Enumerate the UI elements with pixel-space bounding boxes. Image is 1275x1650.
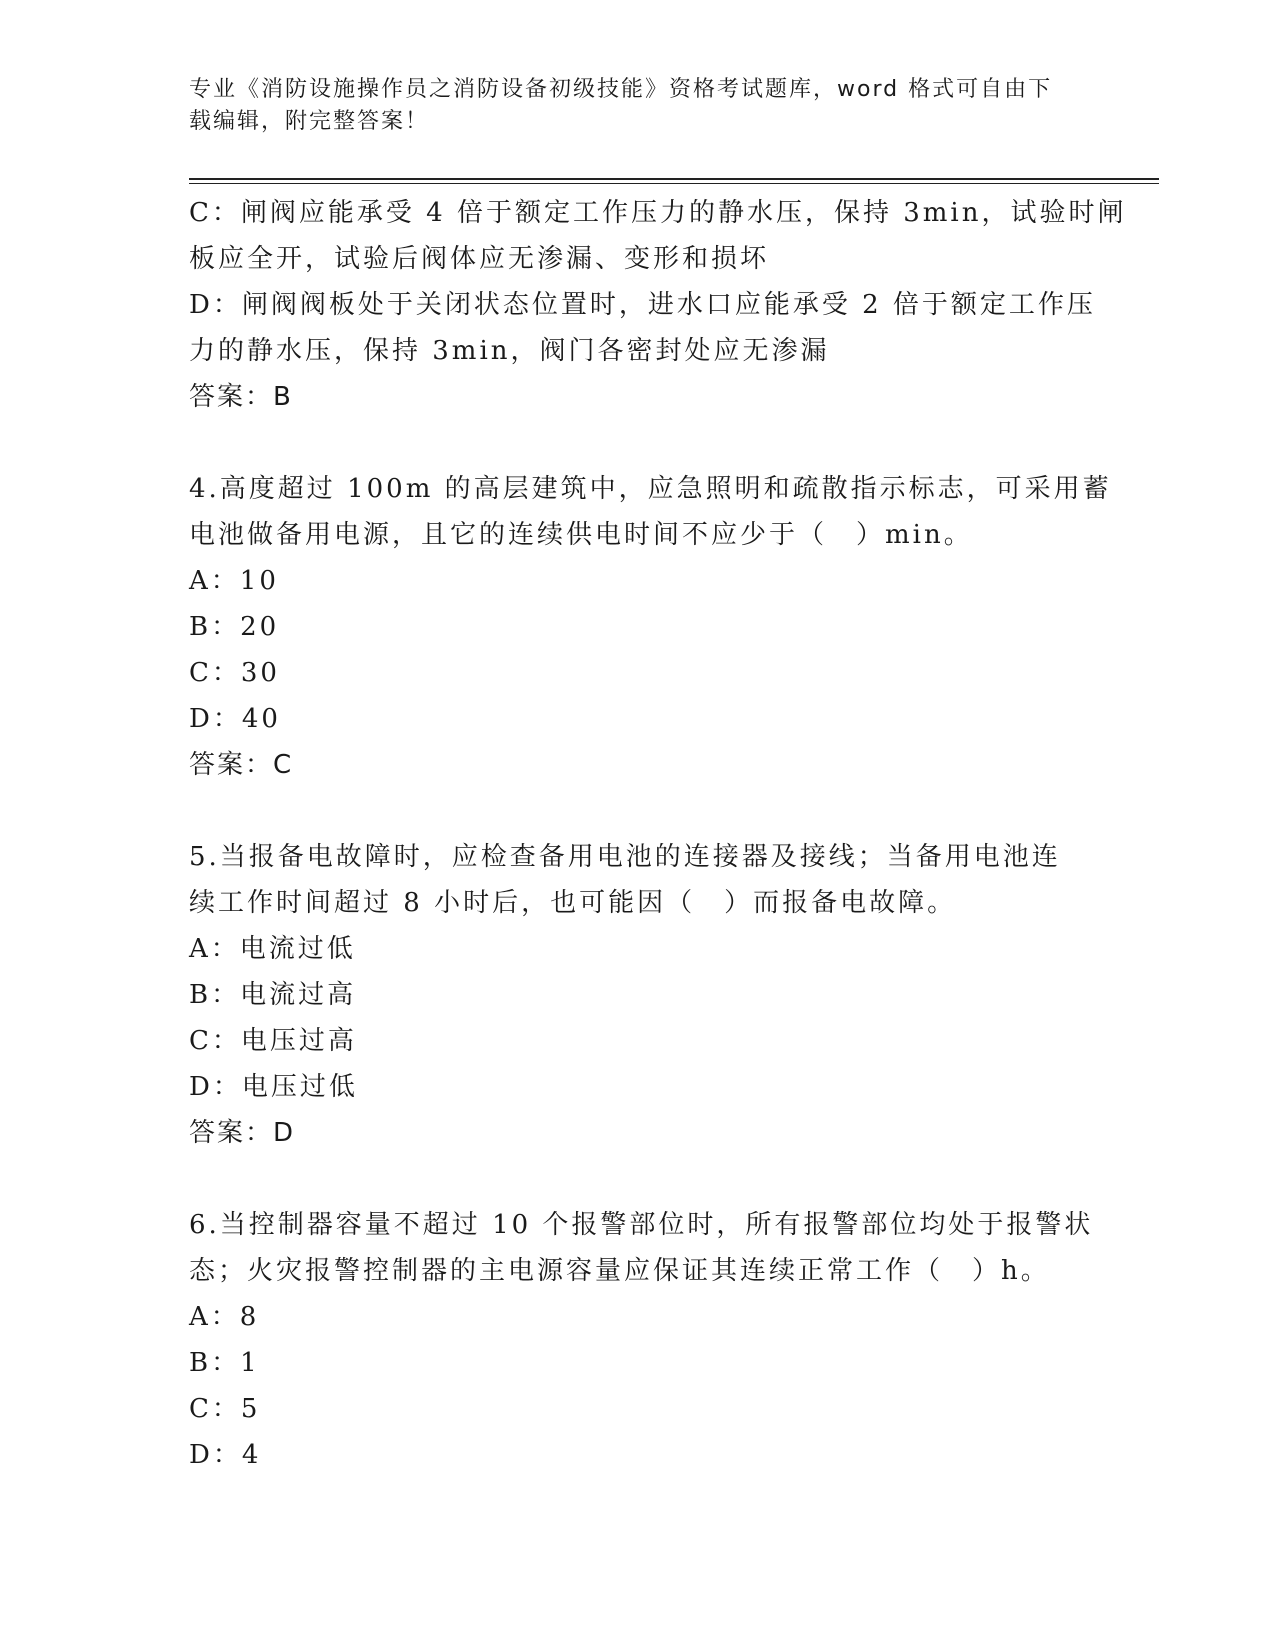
header-divider-thin xyxy=(189,183,1159,184)
q4-stem-line-1: 4.高度超过 100m 的高层建筑中，应急照明和疏散指示标志，可采用蓄 xyxy=(189,474,1112,504)
question-content xyxy=(189,190,1127,1478)
q3-option-d-line-2: 力的静水压，保持 3min，阀门各密封处应无渗漏 xyxy=(189,336,830,366)
question-5 xyxy=(189,834,1089,1156)
q5-answer: 答案：D xyxy=(189,1118,296,1148)
q4-answer: 答案：C xyxy=(189,750,294,780)
header-line-2: 载编辑，附完整答案！ xyxy=(189,109,430,134)
q3-option-d-line-1: D：闸阀阀板处于关闭状态位置时，进水口应能承受 2 倍于额定工作压 xyxy=(189,290,1096,320)
q6-option-b: B：1 xyxy=(189,1348,260,1378)
spacer xyxy=(189,788,1089,834)
q4-option-b: B：20 xyxy=(189,612,280,642)
q5-stem-line-1: 5.当报备电故障时，应检查备用电池的连接器及接线；当备用电池连 xyxy=(189,842,1061,872)
question-4 xyxy=(189,466,1112,788)
q3-option-c-line-1: C：闸阀应能承受 4 倍于额定工作压力的静水压，保持 3min，试验时闸 xyxy=(189,198,1127,228)
q5-option-a: A：电流过低 xyxy=(189,934,356,964)
q6-option-a: A：8 xyxy=(189,1302,260,1332)
q4-option-d: D：40 xyxy=(189,704,281,734)
q5-option-c: C：电压过高 xyxy=(189,1026,357,1056)
header-line-1: 专业《消防设施操作员之消防设备初级技能》资格考试题库，word 格式可自由下 xyxy=(189,77,1053,102)
question-6 xyxy=(189,1202,1094,1478)
q4-option-a: A：10 xyxy=(189,566,279,596)
q6-stem-line-1: 6.当控制器容量不超过 10 个报警部位时，所有报警部位均处于报警状 xyxy=(189,1210,1094,1240)
q6-stem-line-2: 态；火灾报警控制器的主电源容量应保证其连续正常工作（ ）h。 xyxy=(189,1256,1050,1286)
q3-answer: 答案：B xyxy=(189,382,293,412)
q4-option-c: C：30 xyxy=(189,658,280,688)
q6-option-c: C：5 xyxy=(189,1394,261,1424)
header-divider-thick xyxy=(189,178,1159,180)
q5-stem-line-2: 续工作时间超过 8 小时后，也可能因（ ）而报备电故障。 xyxy=(189,888,957,918)
question-3 xyxy=(189,190,1127,420)
spacer xyxy=(189,420,1089,466)
q3-option-c-line-2: 板应全开，试验后阀体应无渗漏、变形和损坏 xyxy=(189,244,770,274)
spacer xyxy=(189,1156,1089,1202)
q6-option-d: D：4 xyxy=(189,1440,262,1470)
q5-option-d: D：电压过低 xyxy=(189,1072,358,1102)
document-header xyxy=(189,74,1079,138)
q5-option-b: B：电流过高 xyxy=(189,980,357,1010)
q4-stem-line-2: 电池做备用电源，且它的连续供电时间不应少于（ ）min。 xyxy=(189,520,973,550)
